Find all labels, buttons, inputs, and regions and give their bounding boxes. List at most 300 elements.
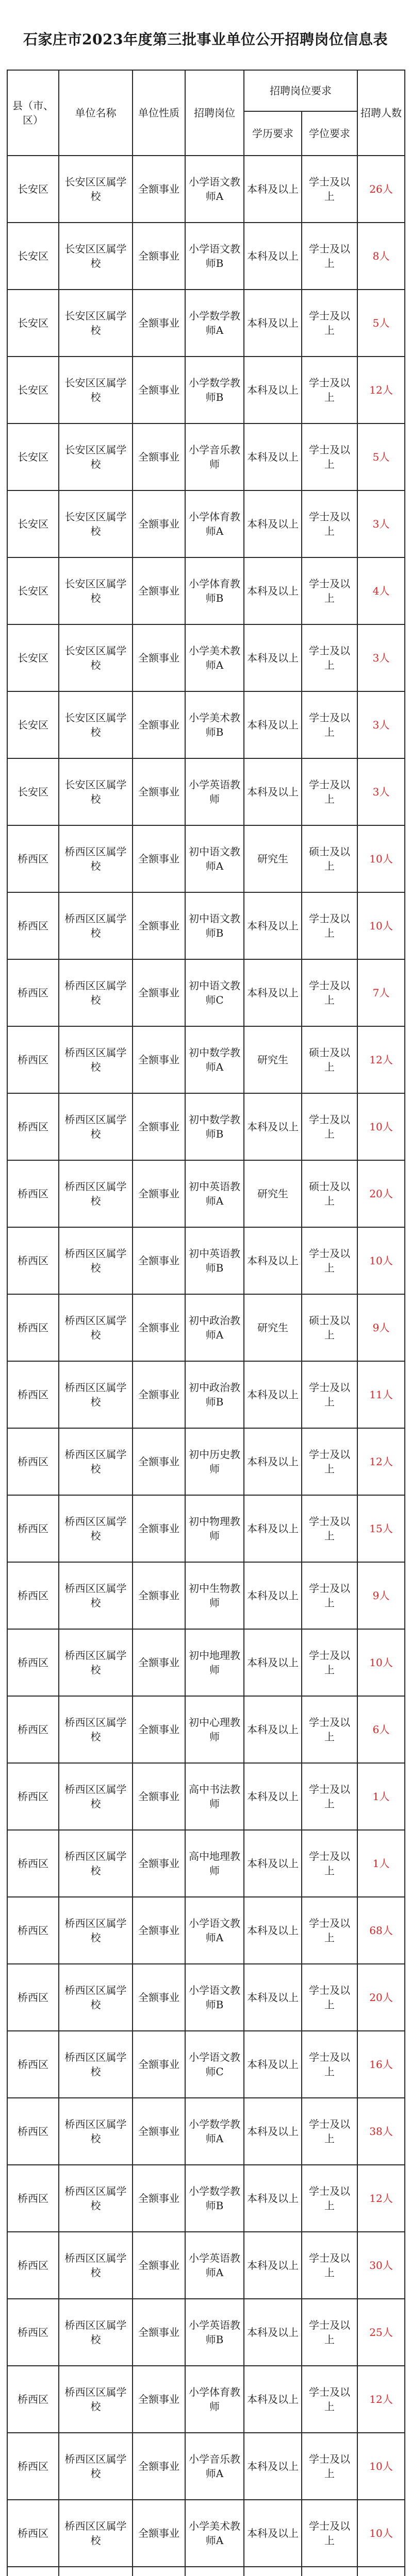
cell-position: 小学体育教师 — [185, 2366, 244, 2433]
cell-unit: 长安区区属学校 — [59, 156, 133, 223]
cell-degree: 硕士及以上 — [302, 1160, 357, 1227]
cell-unit: 桥西区区属学校 — [59, 1763, 133, 1830]
cell-county: 桥西区 — [7, 2299, 59, 2366]
cell-unit-nature — [133, 2567, 185, 2576]
table-body — [7, 156, 405, 2576]
cell-degree: 学士及以上 — [302, 423, 357, 490]
cell-county: 长安区 — [7, 423, 59, 490]
cell-position: 小学数学教师B — [185, 2165, 244, 2232]
cell-education: 本科及以上 — [244, 2299, 302, 2366]
cell-education: 本科及以上 — [244, 1897, 302, 1964]
cell-education: 本科及以上 — [244, 2500, 302, 2567]
table-row — [7, 2567, 405, 2576]
cell-education: 本科及以上 — [244, 1093, 302, 1160]
cell-position: 小学美术教师A — [185, 624, 244, 691]
table-row — [7, 423, 405, 490]
cell-degree: 学士及以上 — [302, 758, 357, 825]
cell-education: 本科及以上 — [244, 1830, 302, 1897]
cell-degree: 学士及以上 — [302, 1227, 357, 1294]
cell-county: 长安区 — [7, 357, 59, 423]
cell-education: 本科及以上 — [244, 423, 302, 490]
cell-degree: 学士及以上 — [302, 1629, 357, 1696]
table-row — [7, 357, 405, 423]
cell-position: 小学美术教师A — [185, 2500, 244, 2567]
cell-education: 本科及以上 — [244, 2433, 302, 2500]
cell-county — [7, 2567, 59, 2576]
table-row — [7, 2165, 405, 2232]
cell-degree: 学士及以上 — [302, 959, 357, 1026]
cell-unit-nature: 全额事业 — [133, 490, 185, 557]
cell-unit-nature: 全额事业 — [133, 624, 185, 691]
cell-count: 9人 — [357, 1294, 405, 1361]
cell-position: 初中语文教师C — [185, 959, 244, 1026]
header-requirements: 招聘岗位要求 — [244, 70, 357, 111]
cell-unit-nature: 全额事业 — [133, 1830, 185, 1897]
cell-degree: 硕士及以上 — [302, 1026, 357, 1093]
cell-unit: 桥西区区属学校 — [59, 825, 133, 892]
cell-position: 初中英语教师A — [185, 1160, 244, 1227]
cell-count: 10人 — [357, 825, 405, 892]
cell-position: 初中语文教师B — [185, 892, 244, 959]
cell-unit-nature: 全额事业 — [133, 1026, 185, 1093]
cell-unit: 长安区区属学校 — [59, 357, 133, 423]
table-row — [7, 1897, 405, 1964]
cell-count: 25人 — [357, 2299, 405, 2366]
cell-count: 3人 — [357, 758, 405, 825]
cell-unit-nature: 全额事业 — [133, 2433, 185, 2500]
cell-degree: 学士及以上 — [302, 2165, 357, 2232]
table-row — [7, 1495, 405, 1562]
cell-unit: 桥西区区属学校 — [59, 1629, 133, 1696]
cell-unit-nature: 全额事业 — [133, 1160, 185, 1227]
cell-education: 本科及以上 — [244, 1227, 302, 1294]
cell-unit: 长安区区属学校 — [59, 758, 133, 825]
table-row — [7, 1562, 405, 1629]
cell-position: 初中政治教师B — [185, 1361, 244, 1428]
table-row — [7, 156, 405, 223]
cell-degree: 学士及以上 — [302, 2232, 357, 2299]
cell-education: 研究生 — [244, 1160, 302, 1227]
cell-degree: 学士及以上 — [302, 1696, 357, 1763]
cell-count: 5人 — [357, 423, 405, 490]
cell-county: 长安区 — [7, 624, 59, 691]
cell-education: 本科及以上 — [244, 223, 302, 290]
cell-degree: 学士及以上 — [302, 357, 357, 423]
cell-position: 初中政治教师A — [185, 1294, 244, 1361]
cell-position: 初中地理教师 — [185, 1629, 244, 1696]
table-row — [7, 2299, 405, 2366]
cell-unit-nature: 全额事业 — [133, 2299, 185, 2366]
cell-unit: 桥西区区属学校 — [59, 2232, 133, 2299]
cell-education — [244, 2567, 302, 2576]
cell-position: 小学语文教师C — [185, 2031, 244, 2098]
cell-unit-nature: 全额事业 — [133, 357, 185, 423]
cell-unit: 桥西区区属学校 — [59, 1495, 133, 1562]
cell-count: 12人 — [357, 1428, 405, 1495]
cell-position: 小学音乐教师 — [185, 423, 244, 490]
cell-count: 10人 — [357, 2500, 405, 2567]
cell-degree: 学士及以上 — [302, 1495, 357, 1562]
cell-count: 3人 — [357, 490, 405, 557]
table-row — [7, 2232, 405, 2299]
cell-count: 12人 — [357, 2165, 405, 2232]
cell-unit: 桥西区区属学校 — [59, 1361, 133, 1428]
cell-unit: 桥西区区属学校 — [59, 2366, 133, 2433]
cell-county: 桥西区 — [7, 2433, 59, 2500]
cell-count: 10人 — [357, 1227, 405, 1294]
cell-county: 桥西区 — [7, 1897, 59, 1964]
header-degree: 学位要求 — [302, 111, 357, 156]
cell-unit: 桥西区区属学校 — [59, 2098, 133, 2165]
cell-unit: 桥西区区属学校 — [59, 2500, 133, 2567]
cell-count: 5人 — [357, 290, 405, 357]
cell-education: 本科及以上 — [244, 758, 302, 825]
cell-unit-nature: 全额事业 — [133, 1294, 185, 1361]
table-row — [7, 2500, 405, 2567]
cell-unit-nature: 全额事业 — [133, 1093, 185, 1160]
cell-degree: 学士及以上 — [302, 1562, 357, 1629]
cell-unit-nature: 全额事业 — [133, 1562, 185, 1629]
cell-unit-nature: 全额事业 — [133, 758, 185, 825]
cell-county: 长安区 — [7, 156, 59, 223]
cell-position: 高中书法教师 — [185, 1763, 244, 1830]
cell-unit-nature: 全额事业 — [133, 223, 185, 290]
cell-unit: 桥西区区属学校 — [59, 1562, 133, 1629]
cell-degree: 学士及以上 — [302, 1093, 357, 1160]
cell-position: 小学语文教师A — [185, 156, 244, 223]
cell-education: 本科及以上 — [244, 691, 302, 758]
cell-education: 研究生 — [244, 825, 302, 892]
cell-education: 本科及以上 — [244, 2098, 302, 2165]
cell-county: 桥西区 — [7, 1093, 59, 1160]
cell-unit-nature: 全额事业 — [133, 1964, 185, 2031]
cell-unit: 桥西区区属学校 — [59, 1093, 133, 1160]
cell-unit: 长安区区属学校 — [59, 624, 133, 691]
table-row — [7, 2433, 405, 2500]
cell-position: 初中生物教师 — [185, 1562, 244, 1629]
cell-degree: 学士及以上 — [302, 557, 357, 624]
cell-unit: 桥西区区属学校 — [59, 959, 133, 1026]
cell-position: 初中数学教师A — [185, 1026, 244, 1093]
cell-unit-nature: 全额事业 — [133, 1495, 185, 1562]
cell-count: 20人 — [357, 1964, 405, 2031]
cell-county: 长安区 — [7, 691, 59, 758]
cell-position: 小学数学教师A — [185, 2098, 244, 2165]
cell-count: 68人 — [357, 1897, 405, 1964]
cell-count — [357, 2567, 405, 2576]
cell-position: 小学体育教师B — [185, 557, 244, 624]
cell-county: 桥西区 — [7, 2098, 59, 2165]
cell-unit-nature: 全额事业 — [133, 825, 185, 892]
cell-unit: 桥西区区属学校 — [59, 2433, 133, 2500]
cell-education: 本科及以上 — [244, 1964, 302, 2031]
cell-county: 桥西区 — [7, 1696, 59, 1763]
table-row — [7, 758, 405, 825]
cell-count: 9人 — [357, 1562, 405, 1629]
cell-education: 本科及以上 — [244, 2366, 302, 2433]
cell-degree: 学士及以上 — [302, 1897, 357, 1964]
cell-degree: 学士及以上 — [302, 2500, 357, 2567]
cell-unit-nature: 全额事业 — [133, 892, 185, 959]
cell-degree: 学士及以上 — [302, 1763, 357, 1830]
cell-position: 小学数学教师B — [185, 357, 244, 423]
cell-county: 桥西区 — [7, 2031, 59, 2098]
cell-unit: 桥西区区属学校 — [59, 1294, 133, 1361]
cell-position: 小学英语教师A — [185, 2232, 244, 2299]
cell-unit-nature: 全额事业 — [133, 2232, 185, 2299]
cell-education: 本科及以上 — [244, 290, 302, 357]
table-row — [7, 1026, 405, 1093]
cell-position: 小学语文教师A — [185, 1897, 244, 1964]
table-row — [7, 691, 405, 758]
cell-position: 小学语文教师B — [185, 1964, 244, 2031]
cell-count: 3人 — [357, 691, 405, 758]
cell-education: 研究生 — [244, 1294, 302, 1361]
table-row — [7, 825, 405, 892]
cell-degree: 学士及以上 — [302, 2366, 357, 2433]
cell-count: 26人 — [357, 156, 405, 223]
cell-count: 6人 — [357, 1696, 405, 1763]
table-row — [7, 557, 405, 624]
cell-degree: 学士及以上 — [302, 223, 357, 290]
table-row — [7, 1964, 405, 2031]
cell-degree: 学士及以上 — [302, 490, 357, 557]
cell-position — [185, 2567, 244, 2576]
table-row — [7, 1227, 405, 1294]
cell-unit: 桥西区区属学校 — [59, 1160, 133, 1227]
table-row — [7, 2098, 405, 2165]
cell-unit: 桥西区区属学校 — [59, 2165, 133, 2232]
cell-unit: 桥西区区属学校 — [59, 1227, 133, 1294]
table-row — [7, 1428, 405, 1495]
cell-unit-nature: 全额事业 — [133, 2165, 185, 2232]
cell-position: 小学语文教师B — [185, 223, 244, 290]
cell-county: 长安区 — [7, 758, 59, 825]
cell-degree: 学士及以上 — [302, 156, 357, 223]
cell-county: 长安区 — [7, 557, 59, 624]
cell-position: 初中历史教师 — [185, 1428, 244, 1495]
table-row — [7, 892, 405, 959]
table-row — [7, 1763, 405, 1830]
cell-education: 本科及以上 — [244, 2031, 302, 2098]
cell-count: 4人 — [357, 557, 405, 624]
cell-county: 桥西区 — [7, 1361, 59, 1428]
table-row — [7, 624, 405, 691]
cell-unit: 长安区区属学校 — [59, 557, 133, 624]
cell-degree: 学士及以上 — [302, 892, 357, 959]
cell-count: 3人 — [357, 624, 405, 691]
cell-education: 本科及以上 — [244, 490, 302, 557]
cell-position: 初中语文教师A — [185, 825, 244, 892]
cell-unit-nature: 全额事业 — [133, 2098, 185, 2165]
cell-position: 初中物理教师 — [185, 1495, 244, 1562]
table-row — [7, 2366, 405, 2433]
cell-unit-nature: 全额事业 — [133, 557, 185, 624]
table-row — [7, 223, 405, 290]
header-unit: 单位名称 — [59, 70, 133, 156]
cell-count: 8人 — [357, 223, 405, 290]
cell-unit-nature: 全额事业 — [133, 1428, 185, 1495]
cell-county: 桥西区 — [7, 2500, 59, 2567]
cell-position: 初中心理教师 — [185, 1696, 244, 1763]
table-row — [7, 1361, 405, 1428]
cell-county: 桥西区 — [7, 892, 59, 959]
cell-count: 38人 — [357, 2098, 405, 2165]
cell-education: 本科及以上 — [244, 624, 302, 691]
cell-count: 7人 — [357, 959, 405, 1026]
header-position: 招聘岗位 — [185, 70, 244, 156]
cell-education: 本科及以上 — [244, 1361, 302, 1428]
cell-county: 桥西区 — [7, 2165, 59, 2232]
cell-education: 本科及以上 — [244, 1495, 302, 1562]
cell-county: 桥西区 — [7, 959, 59, 1026]
table-row — [7, 959, 405, 1026]
cell-unit-nature: 全额事业 — [133, 290, 185, 357]
cell-degree: 学士及以上 — [302, 1964, 357, 2031]
table-row — [7, 290, 405, 357]
cell-county: 桥西区 — [7, 1964, 59, 2031]
cell-county: 长安区 — [7, 490, 59, 557]
cell-unit-nature: 全额事业 — [133, 1629, 185, 1696]
cell-unit-nature: 全额事业 — [133, 156, 185, 223]
cell-position: 小学体育教师A — [185, 490, 244, 557]
header-count: 招聘人数 — [357, 70, 405, 156]
cell-unit: 桥西区区属学校 — [59, 1696, 133, 1763]
cell-education: 研究生 — [244, 1026, 302, 1093]
cell-count: 10人 — [357, 1093, 405, 1160]
cell-unit: 长安区区属学校 — [59, 490, 133, 557]
cell-education: 本科及以上 — [244, 1763, 302, 1830]
cell-unit-nature: 全额事业 — [133, 1696, 185, 1763]
cell-county: 长安区 — [7, 290, 59, 357]
cell-county: 桥西区 — [7, 1629, 59, 1696]
cell-degree: 学士及以上 — [302, 290, 357, 357]
cell-degree: 学士及以上 — [302, 1830, 357, 1897]
cell-degree: 学士及以上 — [302, 2098, 357, 2165]
cell-unit — [59, 2567, 133, 2576]
cell-unit-nature: 全额事业 — [133, 2500, 185, 2567]
cell-degree: 学士及以上 — [302, 1361, 357, 1428]
cell-education: 本科及以上 — [244, 1428, 302, 1495]
cell-degree: 硕士及以上 — [302, 825, 357, 892]
header-county: 县（市、区） — [7, 70, 59, 156]
cell-degree — [302, 2567, 357, 2576]
recruitment-table — [7, 70, 405, 2576]
cell-unit: 长安区区属学校 — [59, 223, 133, 290]
cell-degree: 学士及以上 — [302, 2433, 357, 2500]
cell-count: 20人 — [357, 1160, 405, 1227]
table-row — [7, 1294, 405, 1361]
cell-unit-nature: 全额事业 — [133, 959, 185, 1026]
cell-education: 本科及以上 — [244, 1696, 302, 1763]
cell-education: 本科及以上 — [244, 557, 302, 624]
cell-county: 桥西区 — [7, 1763, 59, 1830]
cell-unit: 桥西区区属学校 — [59, 892, 133, 959]
cell-unit-nature: 全额事业 — [133, 1227, 185, 1294]
table-row — [7, 1160, 405, 1227]
cell-count: 1人 — [357, 1830, 405, 1897]
table-row — [7, 1830, 405, 1897]
cell-position: 小学数学教师A — [185, 290, 244, 357]
cell-position: 高中地理教师 — [185, 1830, 244, 1897]
cell-county: 桥西区 — [7, 1495, 59, 1562]
cell-unit: 桥西区区属学校 — [59, 1897, 133, 1964]
header-unit-nature: 单位性质 — [133, 70, 185, 156]
cell-unit-nature: 全额事业 — [133, 2031, 185, 2098]
cell-degree: 学士及以上 — [302, 624, 357, 691]
cell-county: 桥西区 — [7, 825, 59, 892]
table-row — [7, 1629, 405, 1696]
cell-unit: 长安区区属学校 — [59, 423, 133, 490]
cell-unit: 桥西区区属学校 — [59, 1964, 133, 2031]
cell-count: 10人 — [357, 1629, 405, 1696]
cell-county: 桥西区 — [7, 1830, 59, 1897]
cell-unit-nature: 全额事业 — [133, 2366, 185, 2433]
cell-county: 桥西区 — [7, 1428, 59, 1495]
cell-education: 本科及以上 — [244, 959, 302, 1026]
cell-degree: 学士及以上 — [302, 2031, 357, 2098]
cell-count: 16人 — [357, 2031, 405, 2098]
page-title: 石家庄市2023年度第三批事业单位公开招聘岗位信息表 — [23, 31, 388, 48]
cell-position: 小学英语教师B — [185, 2299, 244, 2366]
cell-position: 小学美术教师B — [185, 691, 244, 758]
cell-education: 本科及以上 — [244, 156, 302, 223]
cell-degree: 硕士及以上 — [302, 1294, 357, 1361]
cell-unit-nature: 全额事业 — [133, 691, 185, 758]
cell-count: 10人 — [357, 892, 405, 959]
cell-count: 11人 — [357, 1361, 405, 1428]
cell-position: 小学英语教师 — [185, 758, 244, 825]
cell-degree: 学士及以上 — [302, 1428, 357, 1495]
cell-county: 长安区 — [7, 223, 59, 290]
cell-county: 桥西区 — [7, 1294, 59, 1361]
cell-degree: 学士及以上 — [302, 2299, 357, 2366]
cell-unit: 长安区区属学校 — [59, 290, 133, 357]
cell-count: 12人 — [357, 2366, 405, 2433]
cell-education: 本科及以上 — [244, 1562, 302, 1629]
cell-count: 15人 — [357, 1495, 405, 1562]
table-row — [7, 2031, 405, 2098]
cell-unit: 桥西区区属学校 — [59, 2031, 133, 2098]
cell-unit-nature: 全额事业 — [133, 423, 185, 490]
cell-count: 30人 — [357, 2232, 405, 2299]
table-row — [7, 490, 405, 557]
cell-county: 桥西区 — [7, 1227, 59, 1294]
cell-county: 桥西区 — [7, 2232, 59, 2299]
cell-county: 桥西区 — [7, 1160, 59, 1227]
cell-education: 本科及以上 — [244, 357, 302, 423]
cell-county: 桥西区 — [7, 1562, 59, 1629]
cell-education: 本科及以上 — [244, 1629, 302, 1696]
cell-count: 12人 — [357, 1026, 405, 1093]
cell-degree: 学士及以上 — [302, 691, 357, 758]
cell-unit: 长安区区属学校 — [59, 691, 133, 758]
cell-unit: 桥西区区属学校 — [59, 1026, 133, 1093]
table-row — [7, 1093, 405, 1160]
cell-unit-nature: 全额事业 — [133, 1897, 185, 1964]
cell-education: 本科及以上 — [244, 892, 302, 959]
cell-unit: 桥西区区属学校 — [59, 1830, 133, 1897]
cell-unit-nature: 全额事业 — [133, 1361, 185, 1428]
cell-count: 10人 — [357, 2433, 405, 2500]
cell-count: 12人 — [357, 357, 405, 423]
cell-county: 桥西区 — [7, 1026, 59, 1093]
cell-unit-nature: 全额事业 — [133, 1763, 185, 1830]
table-row — [7, 1696, 405, 1763]
cell-position: 小学音乐教师A — [185, 2433, 244, 2500]
cell-education: 本科及以上 — [244, 2165, 302, 2232]
cell-county: 桥西区 — [7, 2366, 59, 2433]
